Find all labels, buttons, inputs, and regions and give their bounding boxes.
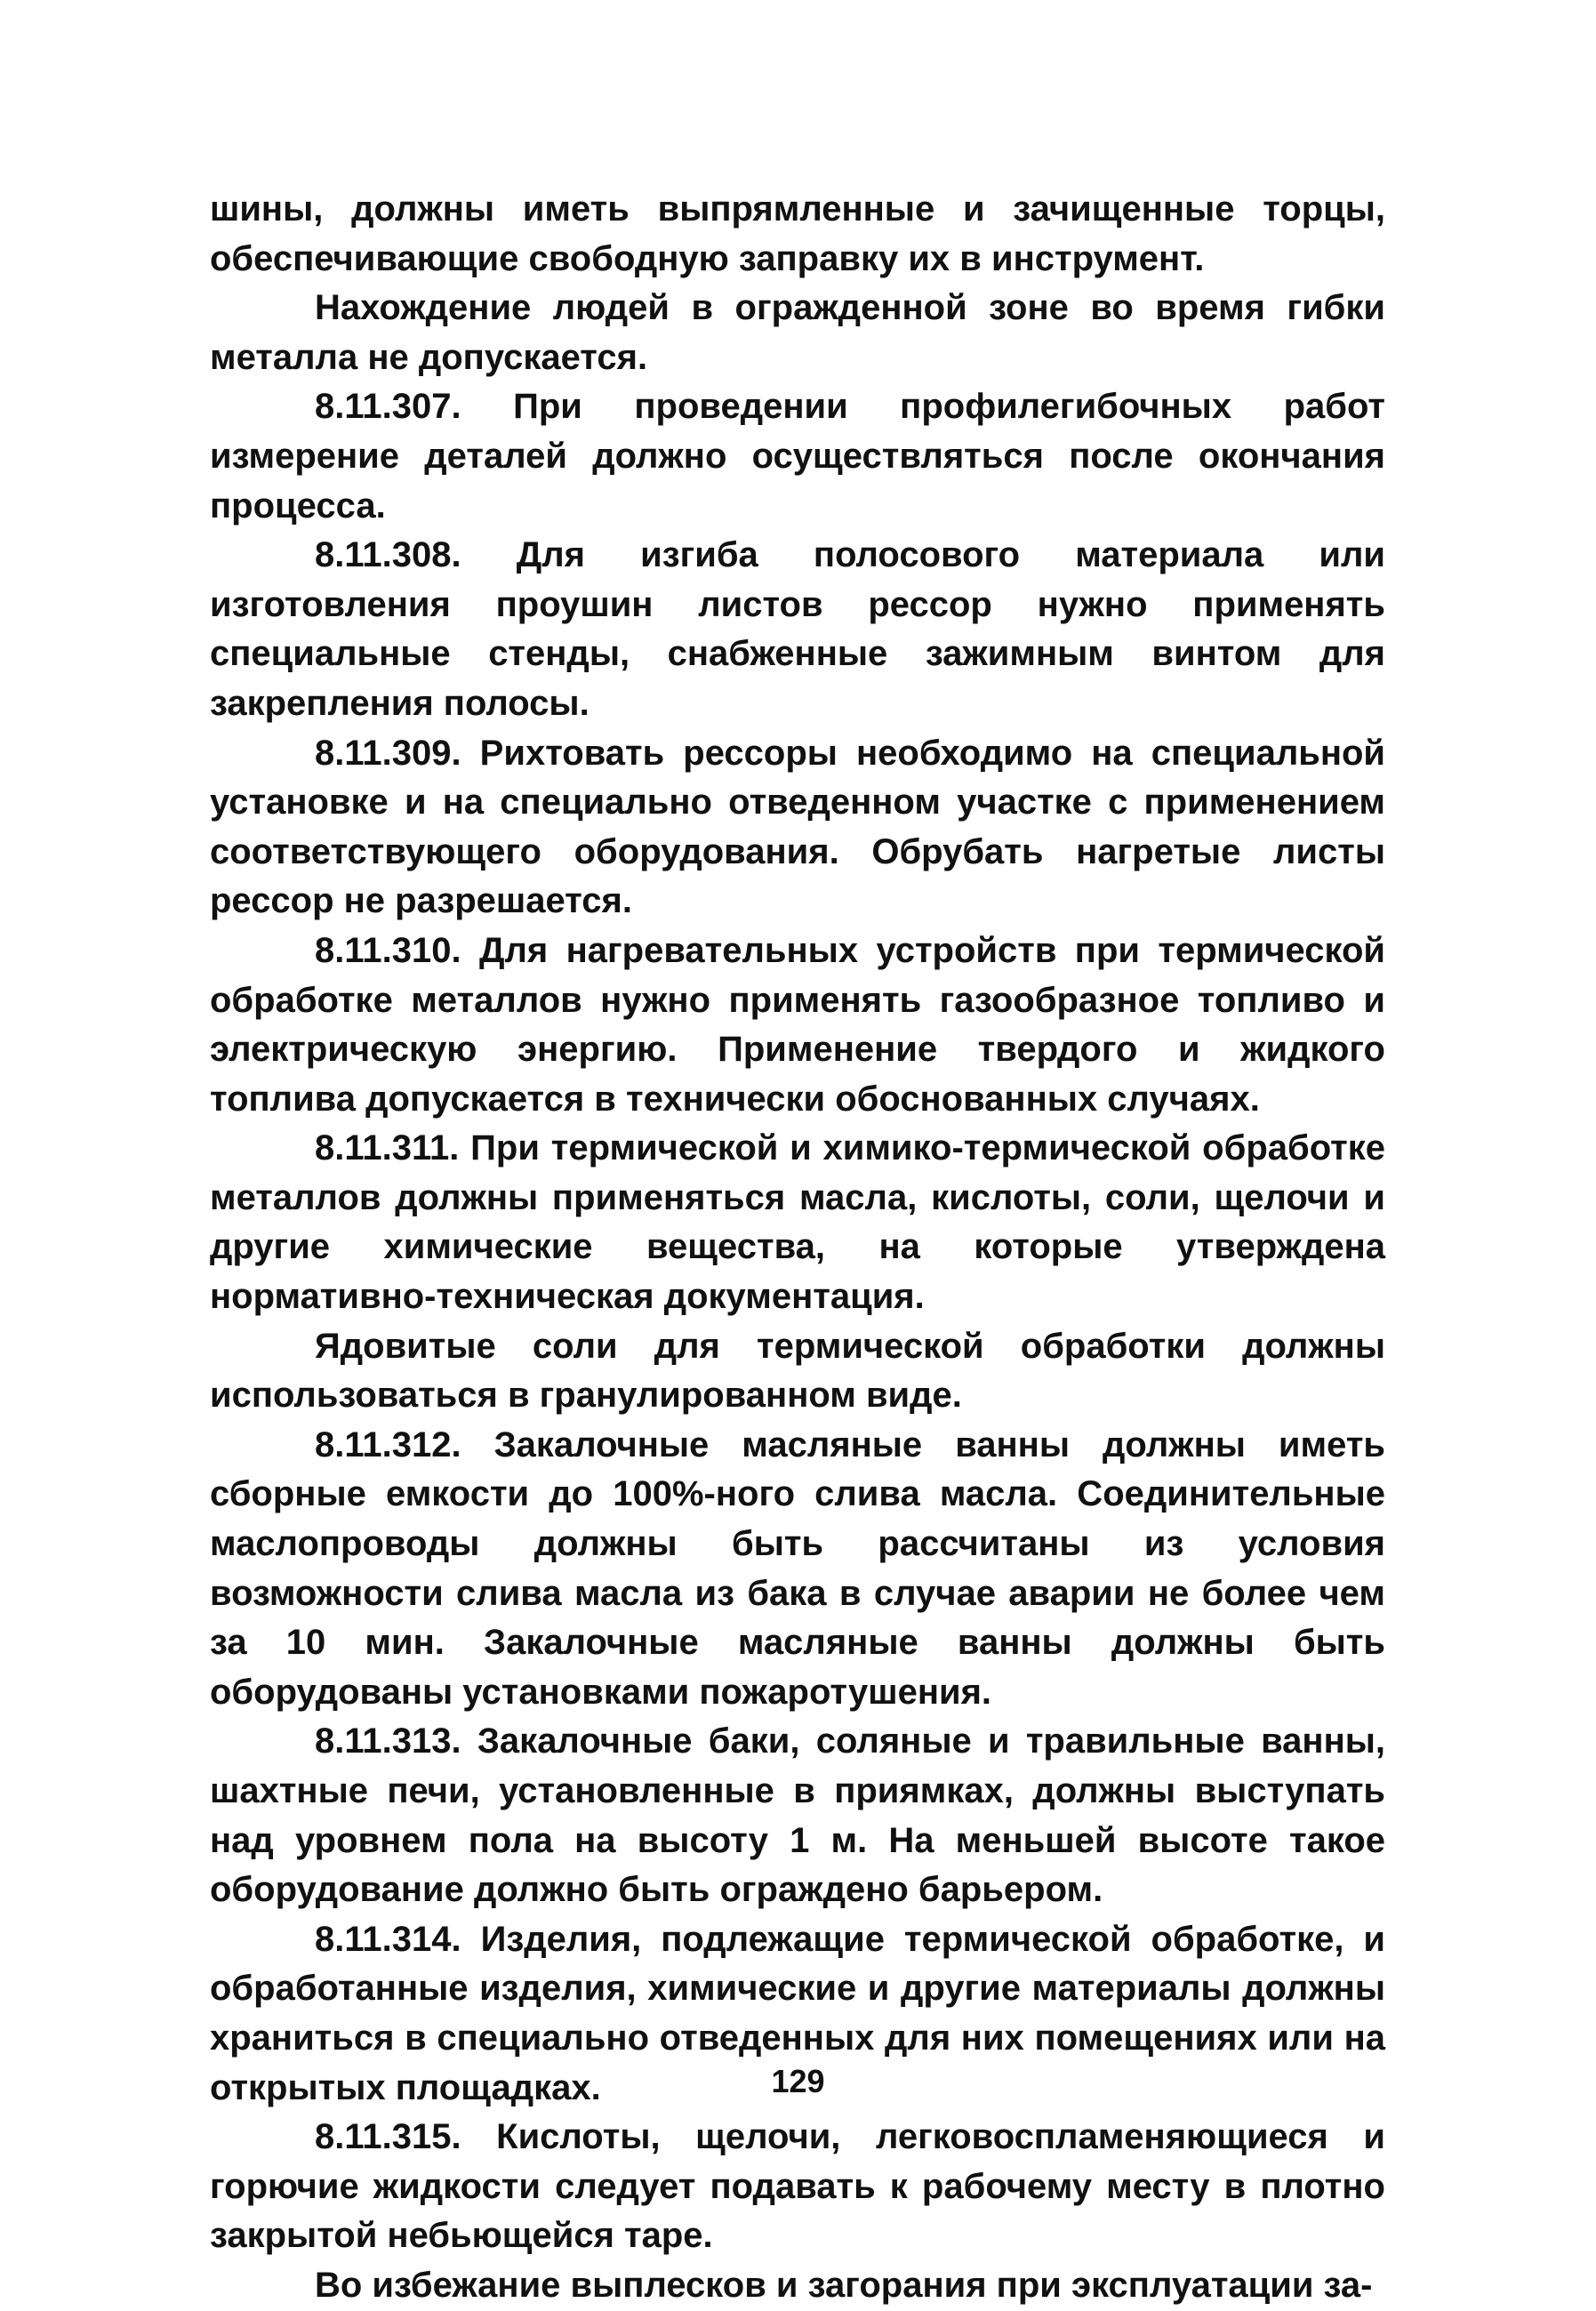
paragraph-8-11-309: 8.11.309. Рихтовать рессоры необходимо на специальной установке и на специально отведенном участке с применением соответствующего оборудования. Обрубать нагретые листы рессор не разрешается.: [210, 733, 1385, 921]
paragraph-8-11-311: 8.11.311. При термической и химико-термической обработке металлов должны применяться масла, кислоты, соли, щелочи и другие химические вещества, на которые утверждена нормативно-техническая документация.: [210, 1128, 1385, 1317]
paragraph-continuation: шины, должны иметь выпрямленные и зачищенные торцы, обеспечивающие свободную заправку их в инструмент.: [210, 189, 1385, 278]
paragraph-8-11-313: 8.11.313. Закалочные баки, соляные и травильные ванны, шахтные печи, установленные в приямках, должны выступать над уровнем пола на высоту 1 м. На меньшей высоте такое оборудование должно быть ограждено барьером.: [210, 1721, 1385, 1910]
paragraph-8-11-314: 8.11.314. Изделия, подлежащие термической обработке, и обработанные изделия, химические и другие материалы должны храниться в специально отведенных для них помещениях или на открытых площадках.: [210, 1919, 1385, 2107]
page-number: 129: [771, 2063, 825, 2099]
paragraph-splashes: Во избежание выплесков и загорания при эксплуатации за-: [315, 2265, 1373, 2305]
paragraph-8-11-312: 8.11.312. Закалочные масляные ванны должны иметь сборные емкости до 100%-ного слива масла. Соединительные маслопроводы должны быть рассчитаны из условия возможности слива масла из бака в случае аварии не более чем за 10 мин. Закалочные масляные ванны должны быть оборудованы установками пожаротушения.: [210, 1424, 1385, 1712]
paragraph-8-11-315: 8.11.315. Кислоты, щелочи, легковоспламеняющиеся и горючие жидкости следует подавать к рабочему месту в плотно закрытой небьющейся таре.: [210, 2117, 1385, 2256]
paragraph-salts: Ядовитые соли для термической обработки должны использоваться в гранулированном виде.: [210, 1326, 1385, 1416]
paragraph-8-11-308: 8.11.308. Для изгиба полосового материала или изготовления проушин листов рессор нужно применять специальные стенды, снабженные зажимным винтом для закрепления полосы.: [210, 535, 1385, 723]
paragraph-8-11-310: 8.11.310. Для нагревательных устройств при термической обработке металлов нужно применять газообразное топливо и электрическую энергию. Применение твердого и жидкого топлива допускается в технически обоснованных случаях.: [210, 930, 1385, 1119]
paragraph-8-11-307: 8.11.307. При проведении профилегибочных работ измерение деталей должно осуществляться после окончания процесса.: [210, 387, 1385, 526]
body-text: [210, 185, 1385, 2311]
paragraph-zone: Нахождение людей в огражденной зоне во время гибки металла не допускается.: [210, 288, 1385, 377]
